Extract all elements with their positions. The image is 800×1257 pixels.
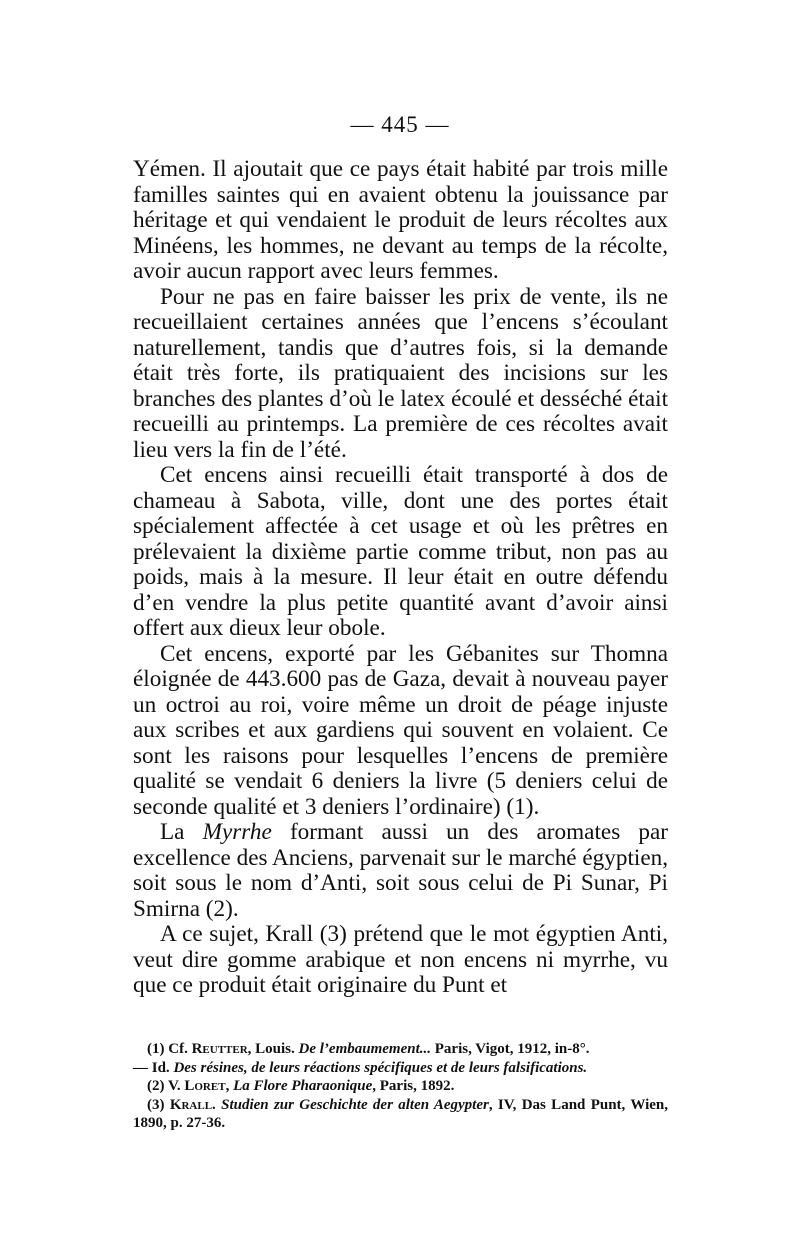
italic-term: Myrrhe	[202, 819, 272, 845]
footnote-3	[133, 1096, 668, 1133]
note-text: — Id.	[133, 1059, 174, 1076]
note-title: De l’embaumement...	[298, 1041, 431, 1057]
note-text: ,	[225, 1078, 234, 1095]
footnote-1	[133, 1040, 668, 1059]
note-title: La Flore Pharaonique	[233, 1078, 373, 1095]
paragraph: Pour ne pas en faire baisser les prix de vente, ils ne recueillaient certaines années que l’encens s’écoulant naturellement, tandis que d’autres fois, si la demande était très forte, ils pratiquaient des incisions sur les branches des plantes d’où le latex écoulé et desséché était recueilli au printemps. La première de ces récoltes avait lieu vers la fin de l’été.	[133, 283, 669, 463]
note-text: , IV, Das Land Punt, Wien, 1890, p. 27-36.	[133, 1096, 668, 1132]
note-text: Paris, Vigot, 1912, in-8°.	[431, 1041, 590, 1057]
note-title: Des résines, de leurs réactions spécifiques et de leurs falsifications.	[173, 1059, 588, 1076]
note-text: , Paris, 1892.	[372, 1078, 455, 1095]
note-number: (1) Cf.	[147, 1041, 192, 1057]
note-title: Studien zur Geschichte der alten Aegypter	[221, 1096, 489, 1113]
note-text: .	[212, 1096, 222, 1113]
text-run: formant aussi un des aromates par excellence des Anciens, parvenait sur le marché égyptien, soit sous le nom d’Anti, soit sous celui de Pi Sunar, Pi Smirna (2).	[133, 819, 669, 922]
paragraph: Cet encens ainsi recueilli était transporté à dos de chameau à Sabota, ville, dont une des portes était spécialement affectée à cet usage et où les prêtres en prélevaient la dixième partie comme tribut, non pas au poids, mais à la mesure. Il leur était en outre défendu d’en vendre la plus petite quantité avant d’avoir ainsi offert aux dieux leur obole.	[133, 462, 668, 641]
note-author: Krall	[169, 1096, 213, 1113]
text-run: La	[160, 819, 203, 845]
paragraph: A ce sujet, Krall (3) prétend que le mot égyptien Anti, veut dire gomme arabique et non encens ni myrrhe, vu que ce produit était originaire du Punt et	[133, 921, 668, 998]
footnote-2	[133, 1077, 668, 1096]
note-text: , Louis.	[247, 1041, 299, 1057]
body-text	[133, 157, 668, 999]
note-author: Loret	[184, 1078, 226, 1095]
page-number: — 445 —	[350, 112, 450, 137]
note-number: (2) V.	[147, 1078, 185, 1095]
paragraph-myrrhe	[133, 820, 668, 922]
paragraph: Yémen. Il ajoutait que ce pays était habité par trois mille familles saintes qui en avaient obtenu la jouissance par héritage et qui vendaient le produit de leurs récoltes aux Minéens, les hommes, ne devant au temps de la récolte, avoir aucun rapport avec leurs femmes.	[133, 156, 668, 284]
note-author: Reutter	[191, 1041, 248, 1057]
note-number: (3)	[147, 1096, 170, 1113]
footnotes	[133, 1040, 668, 1133]
footnote-1-continued	[133, 1059, 668, 1078]
paragraph: Cet encens, exporté par les Gébanites sur Thomna éloignée de 443.600 pas de Gaza, devait à nouveau payer un octroi au roi, voire même un droit de péage injuste aux scribes et aux gardiens qui souvent en volaient. Ce sont les raisons pour lesquelles l’encens de première qualité se vendait 6 deniers la livre (5 deniers celui de seconde qualité et 3 deniers l’ordinaire) (1).	[133, 640, 668, 820]
